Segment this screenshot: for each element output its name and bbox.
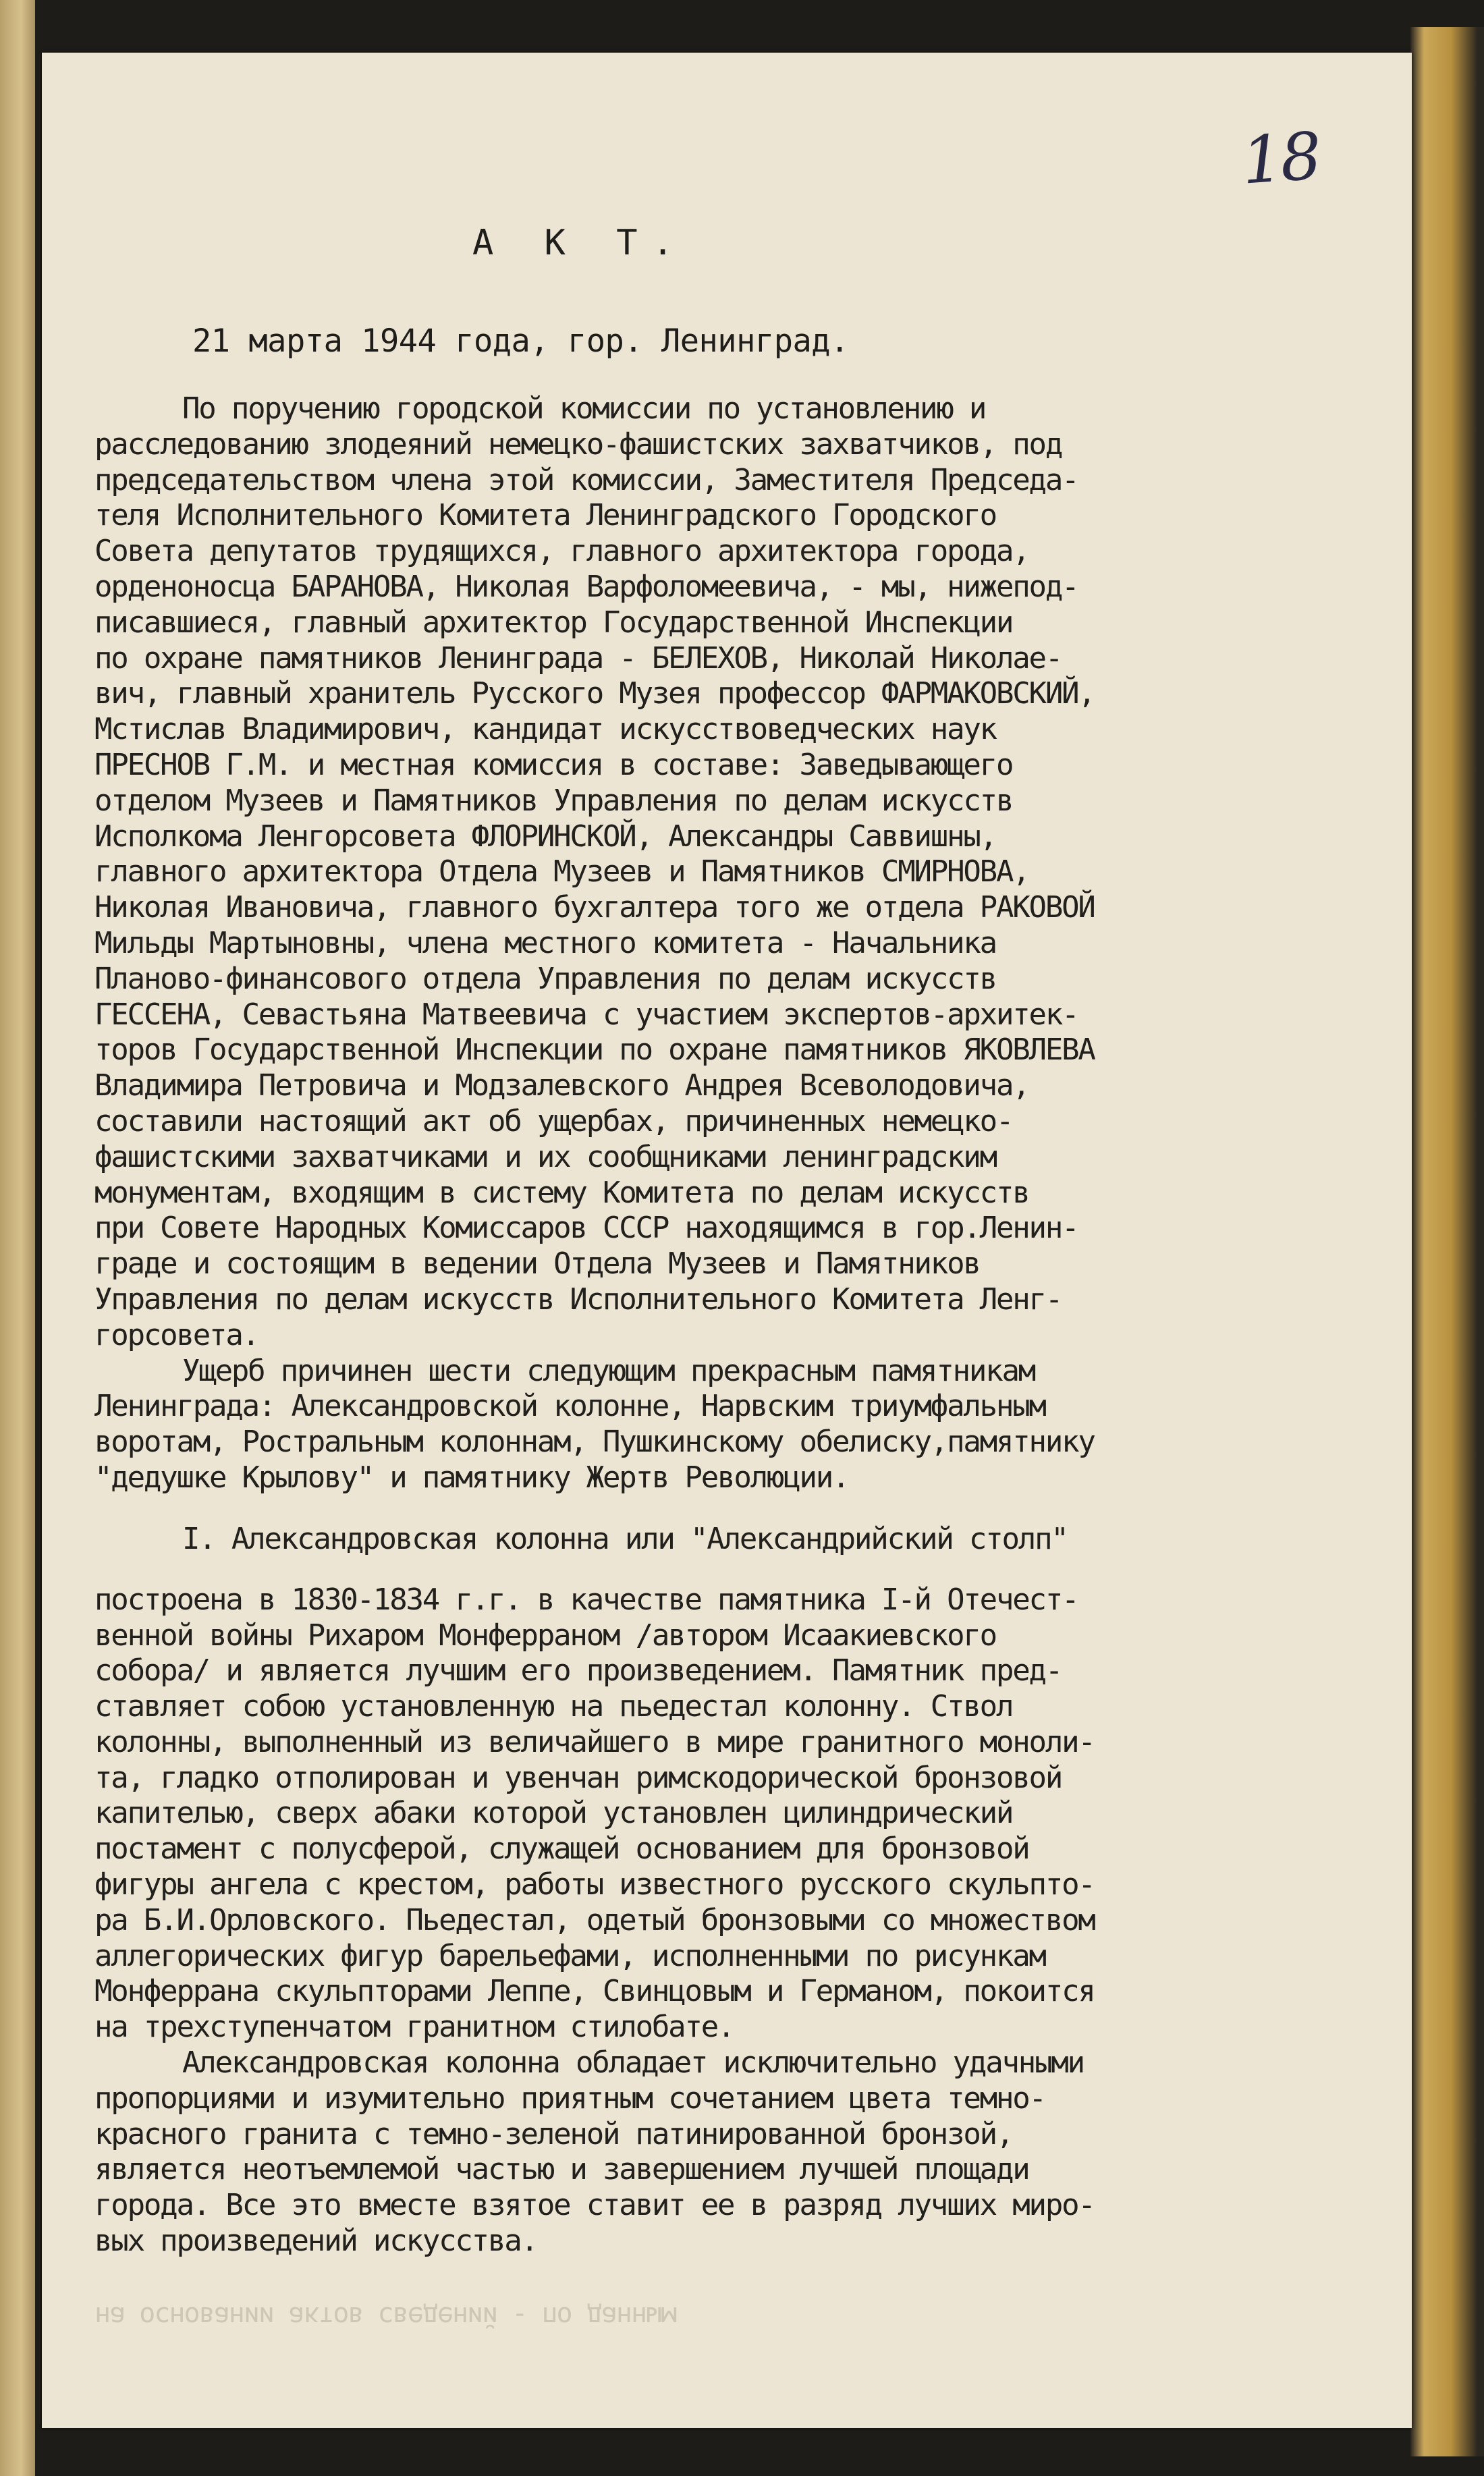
text-line: постамент с полусферой, служащей основанием для бронзовой <box>94 1832 1029 1867</box>
text-line: ставляет собою установленную на пьедестал колонну. Ствол <box>94 1689 1013 1724</box>
text-line: "дедушке Крылову" и памятнику Жертв Революции. <box>94 1460 849 1495</box>
text-line: пропорциями и изумительно приятным сочетанием цвета темно- <box>94 2081 1045 2116</box>
text-line: Мильды Мартыновны, члена местного комитета - Начальника <box>94 925 996 960</box>
document-title: А К Т. <box>472 223 688 263</box>
text-line: на трехступенчатом гранитном стилобате. <box>94 2010 734 2045</box>
text-line: ПРЕСНОВ Г.М. и местная комиссия в составе: Заведывающего <box>94 747 1013 782</box>
text-line: расследованию злодеяний немецко-фашистских захватчиков, под <box>94 427 1062 462</box>
text-line: I. Александровская колонна или "Александрийский столп" <box>182 1521 1068 1556</box>
text-line: граде и состоящим в ведении Отдела Музеев и Памятников <box>94 1246 980 1282</box>
text-line: по охране памятников Ленинграда - БЕЛЕХОВ, Николай Николае- <box>94 640 1062 676</box>
text-line: главного архитектора Отдела Музеев и Памятников СМИРНОВА, <box>94 854 1029 889</box>
handwritten-page-number: 18 <box>1239 118 1322 199</box>
date-line: 21 марта 1944 года, гор. Ленинград. <box>192 323 849 360</box>
text-line: Совета депутатов трудящихся, главного архитектора города, <box>94 534 1029 569</box>
text-line: Александровская колонна обладает исключительно удачными <box>182 2045 1084 2081</box>
text-line: Владимира Петровича и Модзалевского Андрея Всеволодовича, <box>94 1068 1029 1103</box>
text-line: Монферрана скульпторами Леппе, Свинцовым и Германом, покоится <box>94 1974 1095 2009</box>
text-line: города. Все это вместе взятое ставит ее в разряд лучших миро- <box>94 2188 1095 2223</box>
text-line: писавшиеся, главный архитектор Государственной Инспекции <box>94 605 1013 640</box>
text-line: венной войны Рихаром Монферраном /автором Исаакиевского <box>94 1618 996 1653</box>
right-binding-edge <box>1410 27 1484 2456</box>
text-line: фигуры ангела с крестом, работы известного русского скульпто- <box>94 1867 1095 1902</box>
text-line: воротам, Ростральным колоннам, Пушкинскому обелиску,памятнику <box>94 1425 1095 1460</box>
text-line: ра Б.И.Орловского. Пьедестал, одетый бронзовыми со множеством <box>94 1902 1095 1937</box>
text-line: орденоносца БАРАНОВА, Николая Варфоломеевича, - мы, нижепод- <box>94 569 1078 604</box>
text-line: По поручению городской комиссии по установлению и <box>182 391 986 426</box>
text-line: председательством члена этой комиссии, Заместителя Председа- <box>94 462 1078 497</box>
text-line: теля Исполнительного Комитета Ленинградского Городского <box>94 498 996 533</box>
text-line: торов Государственной Инспекции по охране памятников ЯКОВЛЕВА <box>94 1033 1095 1068</box>
text-line: горсовета. <box>94 1317 258 1352</box>
text-line: вич, главный хранитель Русского Музея профессор ФАРМАКОВСКИЙ, <box>94 676 1095 711</box>
text-line: Ущерб причинен шести следующим прекрасным памятникам <box>182 1353 1035 1388</box>
text-line: Планово-финансового отдела Управления по делам искусств <box>94 961 996 996</box>
text-line: построена в 1830-1834 г.г. в качестве памятника I-й Отечест- <box>94 1582 1078 1617</box>
document-body <box>94 391 1397 2259</box>
text-line: вых произведений искусства. <box>94 2224 537 2259</box>
text-line: Исполкома Ленгорсовета ФЛОРИНСКОЙ, Александры Саввишны, <box>94 819 996 854</box>
left-binding-edge <box>0 0 35 2476</box>
text-line: является неотъемлемой частью и завершением лучшей площади <box>94 2152 1029 2187</box>
text-line: при Совете Народных Комиссаров СССР находящимся в гор.Ленин- <box>94 1211 1078 1246</box>
text-line: колонны, выполненный из величайшего в мире гранитного моноли- <box>94 1724 1095 1759</box>
text-line: ГЕССЕНА, Севастьяна Матвеевича с участием экспертов-архитек- <box>94 997 1078 1032</box>
text-line: собора/ и является лучшим его произведением. Памятник пред- <box>94 1653 1062 1688</box>
text-line: составили настоящий акт об ущербах, причиненных немецко- <box>94 1103 1013 1138</box>
text-line: аллегорических фигур барельефами, исполненными по рисункам <box>94 1938 1045 1973</box>
text-line: монументам, входящим в систему Комитета по делам искусств <box>94 1175 1029 1210</box>
text-line: красного гранита с темно-зеленой патинированной бронзой, <box>94 2116 1013 2151</box>
text-line: капителью, сверх абаки которой установлен цилиндрический <box>94 1796 1013 1831</box>
text-line: Мстислав Владимирович, кандидат искусствоведческих наук <box>94 712 996 747</box>
text-line: отделом Музеев и Памятников Управления по делам искусств <box>94 783 1013 818</box>
text-line: Управления по делам искусств Исполнительного Комитета Ленг- <box>94 1282 1062 1317</box>
text-line: фашистскими захватчиками и их сообщниками ленинградским <box>94 1139 996 1174</box>
bleed-through-text: на основании актов сведений - по данным <box>94 2301 676 2332</box>
text-line: та, гладко отполирован и увенчан римскодорической бронзовой <box>94 1760 1062 1795</box>
text-line: Николая Ивановича, главного бухгалтера того же отдела РАКОВОЙ <box>94 890 1095 925</box>
text-line: Ленинграда: Александровской колонне, Нарвским триумфальным <box>94 1389 1045 1424</box>
